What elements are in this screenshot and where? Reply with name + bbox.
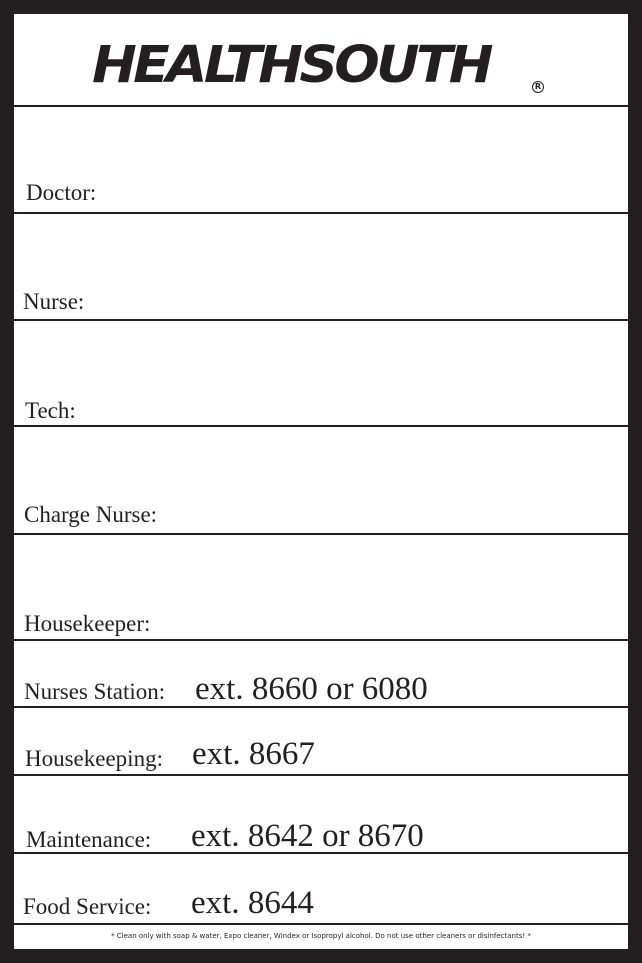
doctor-row (14, 107, 628, 214)
whiteboard-card (14, 14, 628, 949)
charge-nurse-row (14, 427, 628, 535)
healthsouth-logo: HEALTHSOUTH (92, 36, 490, 95)
food-service-row (14, 854, 628, 925)
logo-header (14, 14, 628, 107)
housekeeper-label: Housekeeper: (24, 611, 151, 636)
doctor-label: Doctor: (26, 180, 97, 205)
maintenance-row (14, 776, 628, 854)
nurse-row (14, 214, 628, 321)
registered-mark-icon: R (532, 81, 544, 93)
tech-label: Tech: (25, 398, 76, 423)
maintenance-extension: ext. 8642 or 8670 (191, 818, 424, 854)
housekeeping-extension: ext. 8667 (192, 736, 315, 772)
nurse-label: Nurse: (23, 289, 85, 314)
housekeeper-row (14, 535, 628, 641)
housekeeping-label: Housekeeping: (25, 746, 163, 771)
maintenance-label: Maintenance: (26, 827, 152, 852)
nurses-station-row (14, 641, 628, 708)
charge-nurse-label: Charge Nurse: (24, 502, 158, 527)
nurses-station-extension: ext. 8660 or 6080 (195, 671, 428, 707)
housekeeping-row (14, 708, 628, 776)
tech-row (14, 321, 628, 427)
nurses-station-label: Nurses Station: (24, 679, 166, 704)
food-service-extension: ext. 8644 (191, 885, 314, 921)
cleaning-instructions: * Clean only with soap & water, Expo cleaner, Windex or Isopropyl alcohol. Do not use other cleaners or disinfectants! * (111, 932, 531, 940)
food-service-label: Food Service: (23, 894, 152, 919)
